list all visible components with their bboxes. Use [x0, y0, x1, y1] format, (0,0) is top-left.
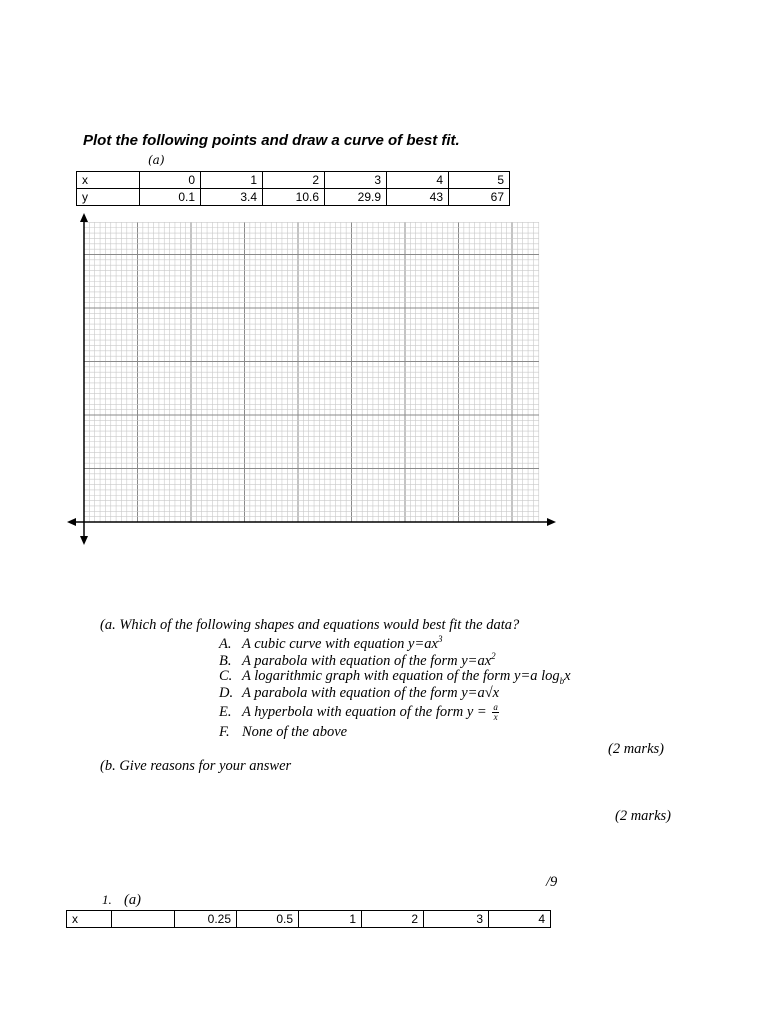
option-letter: B. [219, 652, 232, 669]
question-a-marks: (2 marks) [608, 741, 664, 757]
table-cell: 29.9 [325, 189, 387, 206]
x-axis-arrow-left [67, 518, 76, 526]
table-cell: 5 [449, 172, 510, 189]
option-text: A cubic curve with equation y=ax [242, 635, 438, 652]
question-b-marks: (2 marks) [615, 808, 671, 824]
fraction-denominator: x [493, 712, 498, 722]
question-1-part: (a) [124, 892, 141, 908]
option-c[interactable] [219, 668, 571, 686]
option-text: A parabola with equation of the form y=ax [242, 652, 492, 669]
table-cell: 2 [263, 172, 325, 189]
table-cell: x [77, 172, 140, 189]
table-cell: 0.25 [175, 911, 237, 928]
option-text: A logarithmic graph with equation of the form y=a log [242, 668, 560, 684]
question-b-prompt: (b. Give reasons for your answer [100, 758, 292, 774]
table-cell: 43 [387, 189, 449, 206]
table-cell: 0.5 [237, 911, 299, 928]
option-b[interactable] [219, 651, 496, 670]
data-table-2 [66, 910, 551, 928]
table-cell: y [77, 189, 140, 206]
total-marks: /9 [546, 874, 558, 890]
option-e[interactable] [219, 703, 499, 722]
y-axis-arrow-up [80, 213, 88, 222]
option-letter: D. [219, 685, 234, 701]
option-sup: 3 [437, 634, 443, 644]
option-a[interactable] [219, 634, 442, 653]
table-row-x [77, 172, 510, 189]
grid-lines [84, 222, 539, 522]
option-letter: E. [219, 703, 232, 720]
table-cell: 3 [424, 911, 489, 928]
question-a-prompt: (a. Which of the following shapes and equations would best fit the data? [100, 617, 520, 633]
option-text: A hyperbola with equation of the form y = [242, 703, 487, 720]
table-cell: x [67, 911, 112, 928]
table-cell [112, 911, 175, 928]
table-cell: 10.6 [263, 189, 325, 206]
table-cell: 3.4 [201, 189, 263, 206]
part-label: (a) [148, 153, 165, 167]
option-letter: A. [219, 635, 232, 652]
table-cell: 3 [325, 172, 387, 189]
table-cell: 0.1 [140, 189, 201, 206]
fraction [492, 703, 499, 722]
x-axis-arrow-right [547, 518, 556, 526]
graph-paper[interactable] [60, 205, 560, 550]
option-sub: b [559, 675, 565, 686]
table-cell: 1 [299, 911, 362, 928]
table-cell: 4 [489, 911, 551, 928]
table-cell: 67 [449, 189, 510, 206]
table-cell: 2 [362, 911, 424, 928]
option-letter: F. [219, 724, 230, 740]
option-letter: C. [219, 668, 233, 684]
table-cell: 1 [201, 172, 263, 189]
table-row-x [67, 911, 551, 928]
table-row-y [77, 189, 510, 206]
fraction-numerator: a [493, 702, 498, 712]
table-cell: 0 [140, 172, 201, 189]
y-axis-arrow-down [80, 536, 88, 545]
page-heading: Plot the following points and draw a curve of best fit. [83, 132, 460, 149]
option-f[interactable] [219, 724, 347, 741]
option-tail: x [564, 668, 571, 684]
option-text: None of the above [242, 724, 348, 740]
option-d[interactable] [219, 685, 499, 702]
option-text: A parabola with equation of the form y=a√x [242, 685, 500, 701]
data-table-1 [76, 171, 510, 206]
option-sup: 2 [491, 651, 496, 661]
question-1-number: 1. [102, 892, 112, 907]
table-cell: 4 [387, 172, 449, 189]
